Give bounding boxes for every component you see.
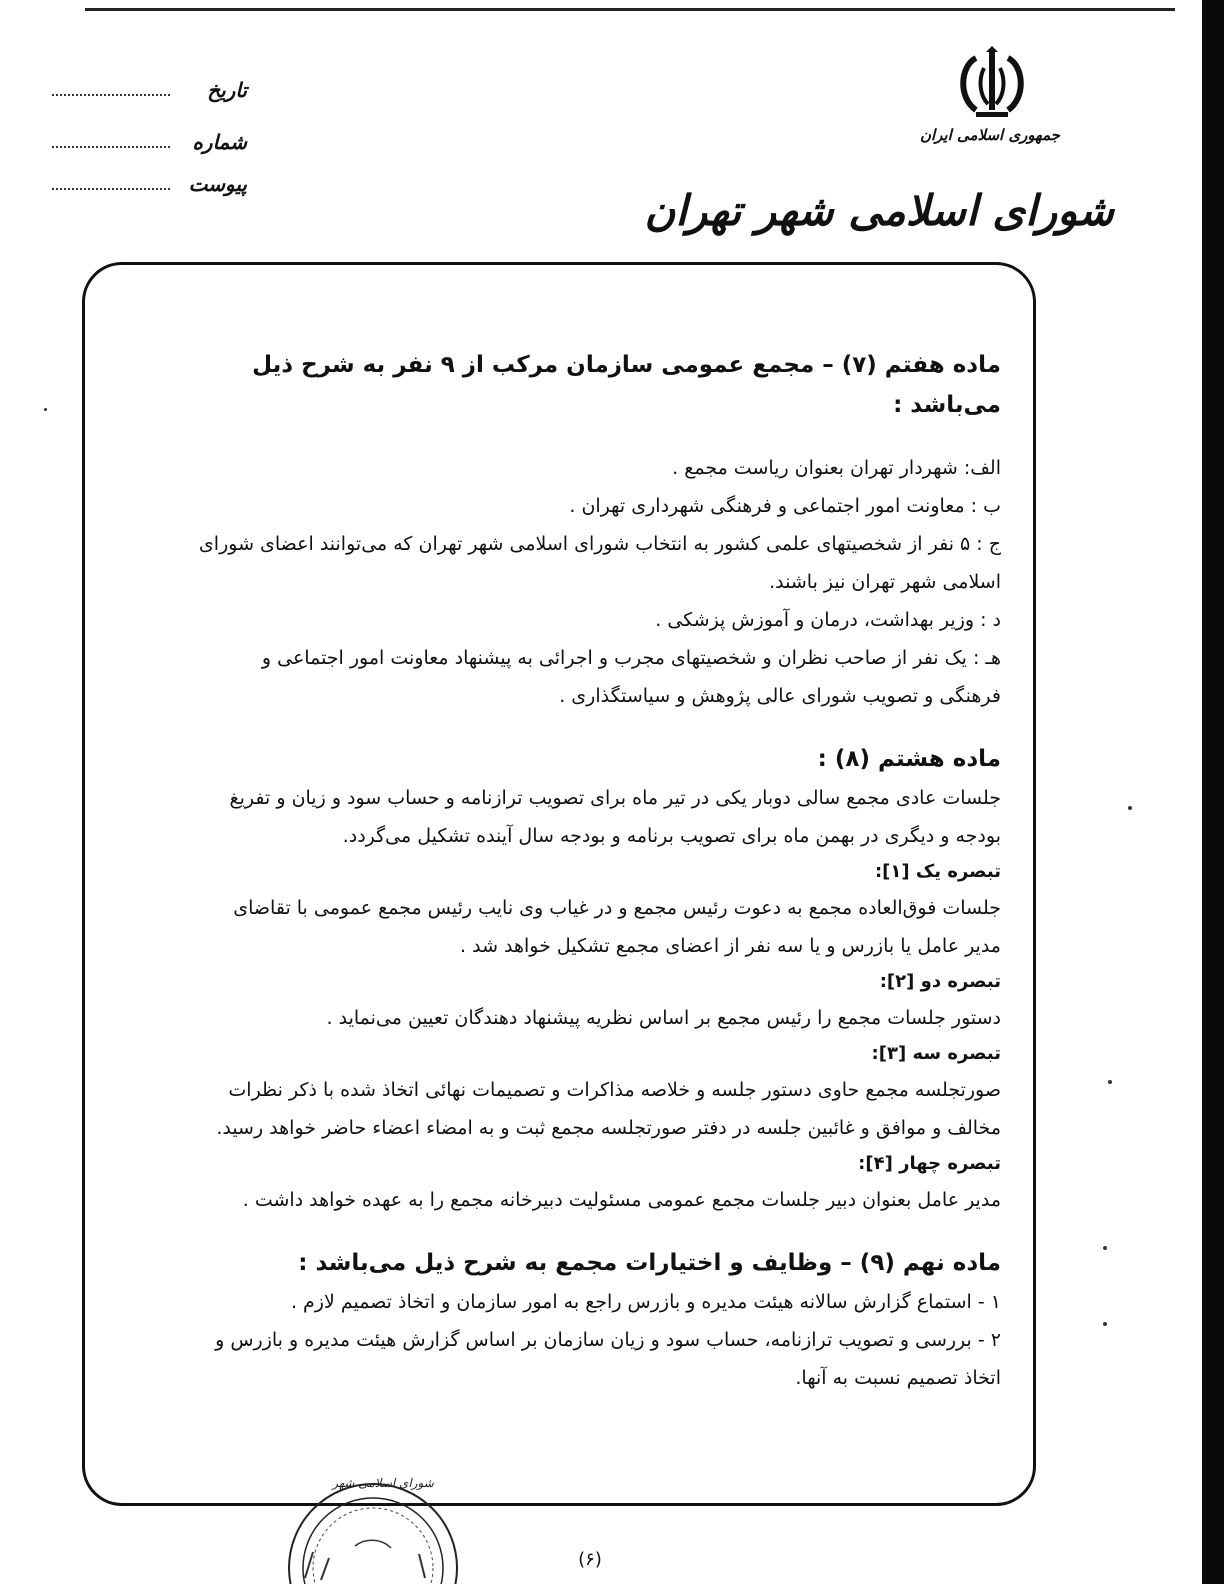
- article-7-item: فرهنگی و تصویب شورای عالی پژوهش و سیاستگذاری .: [559, 685, 1001, 707]
- date-label: تاریخ: [207, 78, 247, 102]
- attachment-field: [52, 172, 247, 198]
- note-4-title: تبصره چهار [۴]:: [858, 1153, 1001, 1174]
- stamp-text: شورای اسلامی شهر: [332, 1476, 434, 1490]
- article-8-text: بودجه و دیگری در بهمن ماه برای تصویب برنامه و بودجه سال آینده تشکیل می‌گردد.: [342, 825, 1001, 847]
- document-body: [155, 345, 1001, 1397]
- note-1-title: تبصره یک [۱]:: [874, 861, 1001, 882]
- article-8-text: جلسات عادی مجمع سالی دوبار یکی در تیر ماه برای تصویب ترازنامه و حساب سود و زیان و تفریغ: [229, 787, 1001, 809]
- page-number: (۶): [578, 1549, 602, 1570]
- article-9-item: ۱ - استماع گزارش سالانه هیئت مدیره و بازرس راجع به امور سازمان و اتخاذ تصمیم لازم .: [290, 1291, 1001, 1313]
- number-label: شماره: [192, 130, 247, 154]
- emblem-caption: جمهوری اسلامی ایران: [919, 126, 1061, 144]
- article-8-heading: ماده هشتم (۸) :: [817, 746, 1001, 772]
- scan-edge: [1202, 0, 1224, 1584]
- council-title: شورای اسلامی شهر تهران: [644, 186, 1114, 235]
- article-7-item: اسلامی شهر تهران نیز باشند.: [769, 571, 1001, 593]
- iran-emblem-icon: [946, 46, 1038, 124]
- top-rule: [85, 8, 1175, 11]
- note-4-text: مدیر عامل بعنوان دبیر جلسات مجمع عمومی مسئولیت دبیرخانه مجمع را به عهده خواهد داشت .: [242, 1189, 1001, 1211]
- article-7-item: د : وزیر بهداشت، درمان و آموزش پزشکی .: [655, 609, 1001, 631]
- scan-speck: [44, 408, 47, 411]
- number-dotted-line: [52, 146, 170, 148]
- note-3-title: تبصره سه [۳]:: [871, 1043, 1001, 1064]
- article-7-heading: ماده هفتم (۷) – مجمع عمومی سازمان مرکب از ۹ نفر به شرح ذیل می‌باشد :: [252, 352, 1001, 418]
- scan-speck: [1103, 1246, 1107, 1250]
- scan-speck: [1103, 1322, 1107, 1326]
- note-2-text: دستور جلسات مجمع را رئیس مجمع بر اساس نظریه پیشنهاد دهندگان تعیین می‌نماید .: [326, 1007, 1001, 1029]
- attachment-label: پیوست: [188, 172, 247, 196]
- date-dotted-line: [52, 94, 170, 96]
- article-7-item: الف: شهردار تهران بعنوان ریاست مجمع .: [672, 457, 1001, 479]
- article-9-item: ۲ - بررسی و تصویب ترازنامه، حساب سود و زیان سازمان بر اساس گزارش هیئت مدیره و بازرس و: [215, 1329, 1001, 1351]
- note-1-text: مدیر عامل یا بازرس و یا سه نفر از اعضای مجمع تشکیل خواهد شد .: [460, 935, 1001, 957]
- article-9-heading: ماده نهم (۹) – وظایف و اختیارات مجمع به شرح ذیل می‌باشد :: [298, 1250, 1001, 1276]
- article-9-item: اتخاذ تصمیم نسبت به آنها.: [795, 1367, 1001, 1389]
- number-field: [52, 130, 247, 156]
- article-7-item: ج : ۵ نفر از شخصیتهای علمی کشور به انتخاب شورای اسلامی شهر تهران که می‌توانند اعضای شورای: [198, 533, 1001, 555]
- scan-speck: [1108, 1080, 1112, 1084]
- date-field: [52, 78, 247, 104]
- note-2-title: تبصره دو [۲]:: [879, 971, 1001, 992]
- attachment-dotted-line: [52, 188, 170, 190]
- article-7-item: ب : معاونت امور اجتماعی و فرهنگی شهرداری تهران .: [569, 495, 1001, 517]
- scan-speck: [1128, 806, 1132, 810]
- note-3-text: صورتجلسه مجمع حاوی دستور جلسه و خلاصه مذاکرات و تصمیمات نهائی اتخاذ شده با ذکر نظرات: [228, 1079, 1001, 1101]
- note-1-text: جلسات فوق‌العاده مجمع به دعوت رئیس مجمع و در غیاب وی نایب رئیس مجمع عمومی با تقاضای: [233, 897, 1001, 919]
- note-3-text: مخالف و موافق و غائبین جلسه در دفتر صورتجلسه مجمع ثبت و به امضاء اعضاء حاضر خواهد رسید.: [216, 1117, 1001, 1139]
- article-7-item: هـ : یک نفر از صاحب نظران و شخصیتهای مجرب و اجرائی به پیشنهاد معاونت امور اجتماعی و: [261, 647, 1001, 669]
